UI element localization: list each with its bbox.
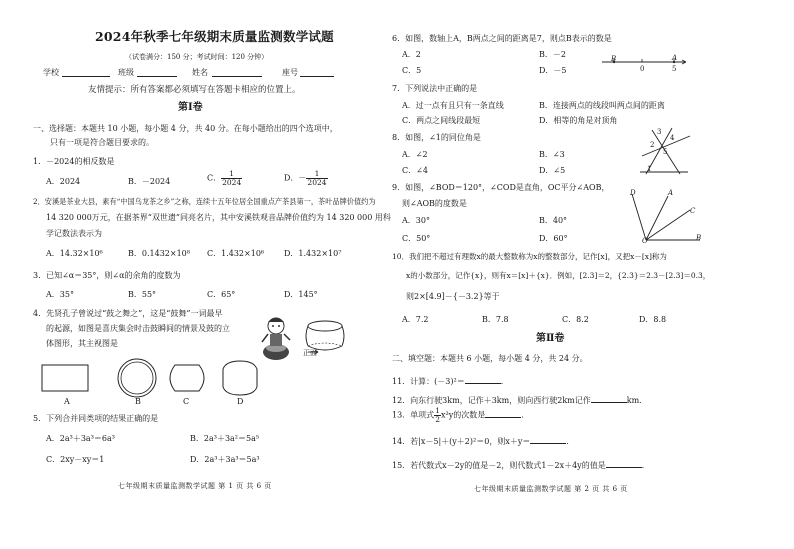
q9-option-d: D．60° bbox=[539, 234, 568, 243]
question-12: 12．向东行驶3km，记作＋3km，则向西行驶2km记作 km． bbox=[392, 396, 648, 405]
q5-option-b: B．2a³＋3a²＝5a⁵ bbox=[190, 434, 260, 443]
question-2-line2: 14 320 000万元，在据茶界“双世遗”同亮名片，其中安溪铁观音品牌价值约为 14 320 000 用科 bbox=[46, 213, 391, 222]
option-b-outer-circle bbox=[118, 359, 156, 397]
page1-footer: 七年级期末质量监测数学试题 第 1 页 共 6 页 bbox=[118, 482, 272, 490]
q13-blank[interactable] bbox=[485, 409, 521, 418]
front-label: 正面 bbox=[303, 349, 317, 357]
q4-option-d: D bbox=[237, 397, 244, 406]
number-line-label-0: 0 bbox=[640, 65, 645, 73]
question-10-line2: x的小数部分，记作{x}，则有x＝[x]＋{x}．例如，[2.3]＝2，{2.3}＝2.3－[2.3]＝0.3， bbox=[406, 271, 711, 280]
q7-option-a: A．过一点有且只有一条直线 bbox=[402, 101, 504, 110]
ray-label-c: C bbox=[690, 207, 696, 215]
q3-option-d: D．145° bbox=[284, 290, 318, 299]
question-13: 13．单项式 $\frac{1}{2}$ x²y的次数是 ． bbox=[392, 406, 530, 424]
q6-option-b: B．－2 bbox=[539, 50, 566, 59]
q2-option-d: D．1.432×10⁷ bbox=[284, 249, 342, 258]
q4-option-shapes bbox=[40, 357, 340, 401]
q4-option-b: B bbox=[135, 397, 141, 406]
option-a-rectangle bbox=[42, 365, 88, 391]
q2-option-a: A．14.32×10⁶ bbox=[46, 249, 103, 258]
question-6: 6．如图，数轴上A，B两点之间的距离是7，则点B表示的数是 bbox=[392, 34, 612, 43]
option-b-inner-circle bbox=[121, 362, 153, 394]
question-8: 8．如图，∠1的同位角是 bbox=[392, 133, 481, 142]
q10-option-c: C．8.2 bbox=[562, 315, 589, 324]
q10-option-b: B．7.8 bbox=[482, 315, 509, 324]
question-10-line1: 10．我们把不超过有理数x的最大整数称为x的整数部分，记作[x]，又把x－[x]称为 bbox=[392, 252, 667, 261]
q6-option-d: D．－5 bbox=[539, 66, 567, 75]
notice: 友情提示：所有答案都必须填写在答题卡相应的位置上。 bbox=[88, 85, 301, 95]
question-2-line1: 2．安溪是茶业大县，素有“中国乌龙茶之乡”之称，连续十五年位居全国重点产茶县第一，茶叶品牌价值约为 bbox=[33, 197, 376, 206]
question-15: 15．若代数式x－2y的值是－2，则代数式1－2x＋4y的值是 ． bbox=[392, 461, 650, 470]
school-blank[interactable] bbox=[62, 68, 110, 77]
q5-option-d: D．2a³＋3a³＝5a³ bbox=[190, 455, 260, 464]
section1-line2: 只有一项是符合题目要求的。 bbox=[50, 138, 154, 147]
angle-label-3: 3 bbox=[657, 128, 662, 136]
angle-label-1: 1 bbox=[647, 165, 652, 173]
q1-option-c: C． $\frac{1}{2024}$ bbox=[207, 169, 242, 187]
q3-option-a: A．35° bbox=[46, 290, 74, 299]
question-11: 11．计算：(－3)²＝ ． bbox=[392, 377, 509, 386]
q14-blank[interactable] bbox=[530, 435, 566, 444]
q5-option-c: C．2xy－xy＝1 bbox=[46, 455, 105, 464]
question-4-line1: 4．先贤孔子曾说过“鼓之舞之”，这是“鼓舞”一词最早 bbox=[33, 309, 223, 318]
q1-option-a: A．2024 bbox=[46, 177, 81, 186]
q5-option-a: A．2a³＋3a³＝6a³ bbox=[46, 434, 115, 443]
part1-title: 第Ⅰ卷 bbox=[178, 102, 203, 113]
q4-option-c: C bbox=[183, 397, 190, 406]
part2-title: 第Ⅱ卷 bbox=[536, 333, 565, 344]
number-line-label-a: A bbox=[672, 54, 678, 62]
q11-blank[interactable] bbox=[465, 375, 501, 384]
q12-blank[interactable] bbox=[591, 394, 627, 403]
q6-option-a: A．2 bbox=[402, 50, 421, 59]
question-1: 1．－2024的相反数是 bbox=[33, 157, 115, 166]
angle-label-4: 4 bbox=[670, 134, 675, 142]
exam-page-2 bbox=[392, 0, 794, 549]
q8-option-d: D．∠5 bbox=[539, 166, 566, 175]
q9-option-a: A．30° bbox=[402, 216, 430, 225]
question-4-line2: 的起源，如图是喜庆集会时击鼓瞬间的情景及鼓的立 bbox=[46, 324, 230, 333]
number-line-label-b: B bbox=[611, 55, 617, 63]
angle-label-5: 5 bbox=[663, 148, 668, 156]
q7-option-c: C．两点之间线段最短 bbox=[402, 116, 481, 125]
section1-line1: 一、选择题：本题共 10 小题，每小题 4 分，共 40 分。在每小题给出的四个选项中， bbox=[33, 124, 338, 133]
option-d-drum-shape bbox=[223, 361, 257, 395]
exam-page-1 bbox=[0, 0, 392, 549]
q2-option-c: C．1.432×10⁶ bbox=[207, 249, 265, 258]
seat-label: 座号 bbox=[282, 68, 298, 77]
q4-option-a: A bbox=[64, 397, 70, 406]
question-5: 5．下列合并同类项的结果正确的是 bbox=[33, 414, 159, 423]
q2-option-b: B．0.1432×10⁸ bbox=[128, 249, 190, 258]
ray-label-o: O bbox=[642, 237, 648, 245]
ray-label-b: B bbox=[696, 234, 702, 242]
ray-label-d: D bbox=[630, 189, 636, 197]
q8-option-a: A．∠2 bbox=[402, 150, 428, 159]
q3-option-b: B．55° bbox=[128, 290, 157, 299]
option-c-drum-shape bbox=[170, 365, 204, 391]
q1-option-b: B．－2024 bbox=[128, 177, 171, 186]
q3-option-c: C．65° bbox=[207, 290, 236, 299]
ray-label-a: A bbox=[668, 189, 674, 197]
q8-option-b: B．∠3 bbox=[539, 150, 565, 159]
question-9-line2: 则∠AOB的度数是 bbox=[402, 199, 467, 208]
q9-option-c: C．50° bbox=[402, 234, 431, 243]
class-blank[interactable] bbox=[137, 68, 177, 77]
angle-label-2: 2 bbox=[650, 141, 655, 149]
question-14: 14．若|x－5|＋(y＋2)²＝0，则x＋y＝ ． bbox=[392, 437, 575, 446]
question-7: 7．下列说法中正确的是 bbox=[392, 84, 478, 93]
q15-blank[interactable] bbox=[606, 459, 642, 468]
number-line-label-5: 5 bbox=[672, 65, 677, 73]
q7-option-b: B．连接两点的线段叫两点间的距离 bbox=[539, 101, 665, 110]
page2-footer: 七年级期末质量监测数学试题 第 2 页 共 6 页 bbox=[474, 485, 628, 493]
school-label: 学校 bbox=[43, 68, 59, 77]
seat-blank[interactable] bbox=[300, 68, 334, 77]
name-blank[interactable] bbox=[212, 68, 262, 77]
exam-info: （试卷满分：150 分；考试时间：120 分钟） bbox=[125, 53, 269, 61]
question-2-line3: 学记数法表示为 bbox=[46, 229, 102, 238]
section2-header: 二、填空题：本题共 6 小题，每小题 4 分，共 24 分。 bbox=[392, 354, 588, 363]
question-3: 3．已知∠α＝35°，则∠α的余角的度数为 bbox=[33, 271, 181, 280]
q10-option-d: D．8.8 bbox=[639, 315, 667, 324]
name-label: 姓名 bbox=[192, 68, 208, 77]
drummer-figure bbox=[254, 312, 298, 362]
q7-option-d: D．相等的角是对顶角 bbox=[539, 116, 618, 125]
q6-option-c: C．5 bbox=[402, 66, 422, 75]
q8-option-c: C．∠4 bbox=[402, 166, 428, 175]
question-10-line3: 则2×[4.9]－{－3.2}等于 bbox=[406, 292, 500, 301]
q9-option-b: B．40° bbox=[539, 216, 568, 225]
question-4-line3: 体图形，其主视图是 bbox=[46, 339, 118, 348]
question-9-line1: 9．如图，∠BOD＝120°，∠COD是直角，OC平分∠AOB， bbox=[392, 183, 610, 192]
class-label: 班级 bbox=[118, 68, 134, 77]
exam-title: 2024年秋季七年级期末质量监测数学试题 bbox=[95, 29, 334, 44]
q10-option-a: A．7.2 bbox=[402, 315, 429, 324]
angle-lines-figure bbox=[632, 126, 692, 176]
q1-option-d: D．－ $\frac{1}{2024}$ bbox=[284, 169, 327, 187]
